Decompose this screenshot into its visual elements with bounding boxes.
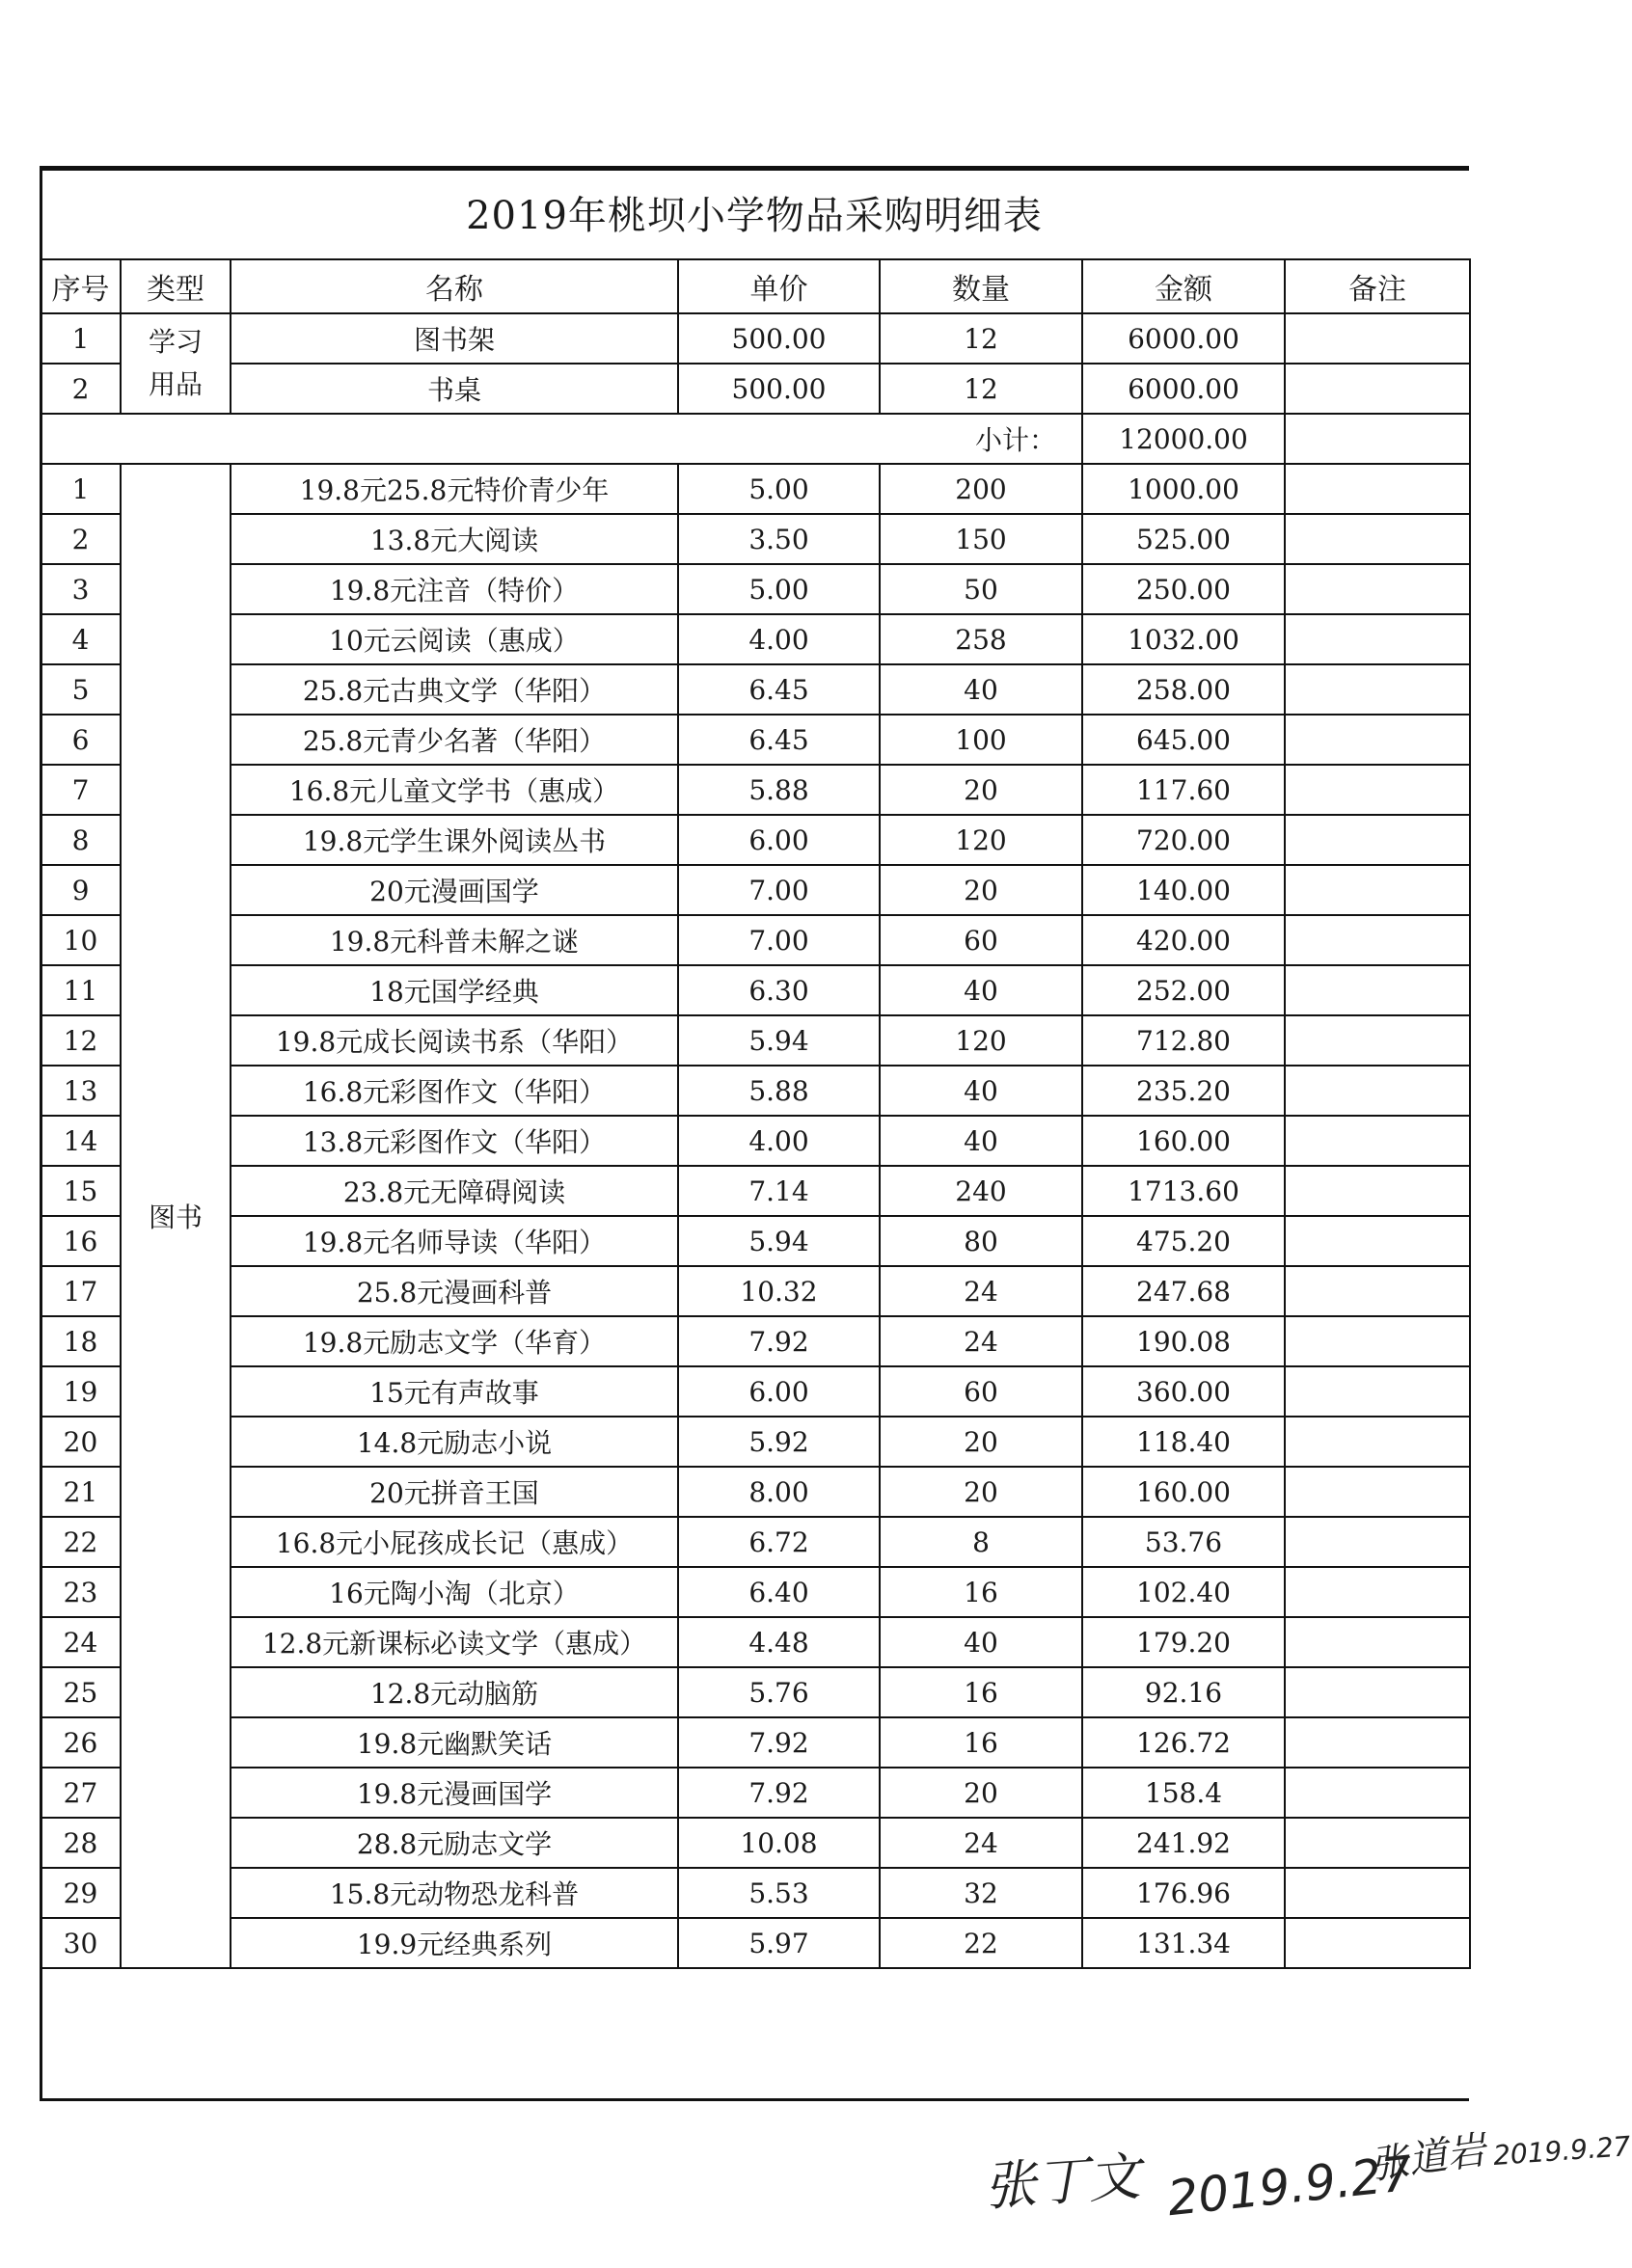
row-name: 20元漫画国学	[231, 865, 678, 915]
table-row	[41, 765, 1470, 815]
row-qty: 120	[880, 815, 1082, 865]
row-name: 19.8元漫画国学	[231, 1768, 678, 1818]
row-amount: 6000.00	[1082, 313, 1285, 364]
row-amount: 525.00	[1082, 514, 1285, 564]
row-name: 25.8元古典文学（华阳）	[231, 664, 678, 715]
row-note	[1285, 815, 1470, 865]
row-price: 7.92	[678, 1768, 880, 1818]
row-amount: 160.00	[1082, 1116, 1285, 1166]
table-row	[41, 514, 1470, 564]
row-name: 19.8元科普未解之谜	[231, 915, 678, 965]
row-name: 19.9元经典系列	[231, 1918, 678, 1968]
row-name: 图书架	[231, 313, 678, 364]
row-name: 28.8元励志文学	[231, 1818, 678, 1868]
table-row	[41, 1417, 1470, 1467]
row-price: 10.08	[678, 1818, 880, 1868]
row-note	[1285, 965, 1470, 1015]
row-qty: 40	[880, 965, 1082, 1015]
row-name: 14.8元励志小说	[231, 1417, 678, 1467]
signature-date-1: 2019.9.27	[1164, 2145, 1415, 2228]
row-note	[1285, 1818, 1470, 1868]
row-amount: 53.76	[1082, 1517, 1285, 1567]
row-qty: 120	[880, 1015, 1082, 1066]
table-row	[41, 865, 1470, 915]
row-note	[1285, 1366, 1470, 1417]
row-price: 6.72	[678, 1517, 880, 1567]
row-qty: 20	[880, 1467, 1082, 1517]
row-name: 19.8元幽默笑话	[231, 1717, 678, 1768]
row-price: 6.30	[678, 965, 880, 1015]
table-row	[41, 1015, 1470, 1066]
subtotal-note	[1285, 414, 1470, 464]
row-note	[1285, 1567, 1470, 1617]
row-name: 12.8元动脑筋	[231, 1667, 678, 1717]
row-name: 23.8元无障碍阅读	[231, 1166, 678, 1216]
row-qty: 20	[880, 1417, 1082, 1467]
row-price: 5.88	[678, 1066, 880, 1116]
row-qty: 16	[880, 1567, 1082, 1617]
table-row	[41, 1116, 1470, 1166]
row-note	[1285, 1166, 1470, 1216]
table-row	[41, 815, 1470, 865]
row-no: 16	[41, 1216, 121, 1266]
row-no: 20	[41, 1417, 121, 1467]
row-price: 5.88	[678, 765, 880, 815]
row-price: 5.00	[678, 464, 880, 514]
row-name: 20元拼音王国	[231, 1467, 678, 1517]
row-no: 7	[41, 765, 121, 815]
row-no: 8	[41, 815, 121, 865]
row-name: 16.8元小屁孩成长记（惠成）	[231, 1517, 678, 1567]
row-price: 4.48	[678, 1617, 880, 1667]
row-qty: 20	[880, 1768, 1082, 1818]
signature-2: 张道岩	[1367, 2127, 1489, 2189]
row-name: 19.8元注音（特价）	[231, 564, 678, 614]
row-qty: 258	[880, 614, 1082, 664]
row-qty: 24	[880, 1316, 1082, 1366]
row-no: 2	[41, 514, 121, 564]
row-qty: 22	[880, 1918, 1082, 1968]
row-qty: 150	[880, 514, 1082, 564]
row-no: 2	[41, 364, 121, 414]
row-price: 4.00	[678, 1116, 880, 1166]
row-price: 5.53	[678, 1868, 880, 1918]
signature-date-2: 2019.9.27	[1492, 2130, 1632, 2172]
row-name: 16.8元儿童文学书（惠成）	[231, 765, 678, 815]
table-row	[41, 1517, 1470, 1567]
table-row	[41, 313, 1470, 364]
row-no: 28	[41, 1818, 121, 1868]
row-qty: 100	[880, 715, 1082, 765]
row-name: 25.8元青少名著（华阳）	[231, 715, 678, 765]
table-row	[41, 915, 1470, 965]
row-amount: 475.20	[1082, 1216, 1285, 1266]
header-price: 单价	[678, 259, 880, 313]
row-amount: 102.40	[1082, 1567, 1285, 1617]
table-row	[41, 1868, 1470, 1918]
row-price: 7.92	[678, 1316, 880, 1366]
row-amount: 712.80	[1082, 1015, 1285, 1066]
row-price: 7.00	[678, 865, 880, 915]
row-name: 19.8元成长阅读书系（华阳）	[231, 1015, 678, 1066]
row-amount: 241.92	[1082, 1818, 1285, 1868]
subtotal-label: 小计：	[41, 414, 1082, 464]
table-row	[41, 464, 1470, 514]
row-price: 6.00	[678, 1366, 880, 1417]
row-amount: 131.34	[1082, 1918, 1285, 1968]
table-row	[41, 1366, 1470, 1417]
row-name: 18元国学经典	[231, 965, 678, 1015]
row-no: 1	[41, 313, 121, 364]
row-amount: 179.20	[1082, 1617, 1285, 1667]
row-note	[1285, 464, 1470, 514]
row-note	[1285, 564, 1470, 614]
row-no: 1	[41, 464, 121, 514]
row-no: 22	[41, 1517, 121, 1567]
row-qty: 50	[880, 564, 1082, 614]
table-row	[41, 715, 1470, 765]
row-name: 15元有声故事	[231, 1366, 678, 1417]
row-note	[1285, 1266, 1470, 1316]
row-no: 29	[41, 1868, 121, 1918]
row-note	[1285, 765, 1470, 815]
row-qty: 12	[880, 364, 1082, 414]
row-no: 23	[41, 1567, 121, 1617]
row-note	[1285, 514, 1470, 564]
row-amount: 1032.00	[1082, 614, 1285, 664]
row-amount: 117.60	[1082, 765, 1285, 815]
row-no: 27	[41, 1768, 121, 1818]
row-price: 5.97	[678, 1918, 880, 1968]
table-row	[41, 1166, 1470, 1216]
row-note	[1285, 715, 1470, 765]
row-amount: 252.00	[1082, 965, 1285, 1015]
row-price: 5.94	[678, 1015, 880, 1066]
row-amount: 420.00	[1082, 915, 1285, 965]
row-amount: 160.00	[1082, 1467, 1285, 1517]
row-no: 18	[41, 1316, 121, 1366]
type-line: 学习	[148, 326, 203, 358]
row-qty: 16	[880, 1717, 1082, 1768]
row-price: 5.92	[678, 1417, 880, 1467]
row-note	[1285, 1717, 1470, 1768]
row-no: 14	[41, 1116, 121, 1166]
row-no: 6	[41, 715, 121, 765]
row-note	[1285, 1918, 1470, 1968]
row-amount: 118.40	[1082, 1417, 1285, 1467]
row-qty: 60	[880, 1366, 1082, 1417]
subtotal-value: 12000.00	[1082, 414, 1285, 464]
row-note	[1285, 1216, 1470, 1266]
row-amount: 235.20	[1082, 1066, 1285, 1116]
row-name: 13.8元大阅读	[231, 514, 678, 564]
row-price: 500.00	[678, 364, 880, 414]
row-note	[1285, 865, 1470, 915]
row-name: 16元陶小淘（北京）	[231, 1567, 678, 1617]
row-no: 9	[41, 865, 121, 915]
subtotal-row	[41, 414, 1470, 464]
row-no: 24	[41, 1617, 121, 1667]
row-note	[1285, 1116, 1470, 1166]
row-amount: 645.00	[1082, 715, 1285, 765]
table-row	[41, 1617, 1470, 1667]
row-price: 5.00	[678, 564, 880, 614]
row-qty: 40	[880, 1617, 1082, 1667]
header-no: 序号	[41, 259, 121, 313]
row-price: 10.32	[678, 1266, 880, 1316]
row-amount: 176.96	[1082, 1868, 1285, 1918]
row-amount: 92.16	[1082, 1667, 1285, 1717]
table-row	[41, 1467, 1470, 1517]
row-qty: 200	[880, 464, 1082, 514]
row-note	[1285, 1617, 1470, 1667]
row-price: 4.00	[678, 614, 880, 664]
table-row	[41, 1266, 1470, 1316]
row-qty: 12	[880, 313, 1082, 364]
row-note	[1285, 1417, 1470, 1467]
row-price: 7.00	[678, 915, 880, 965]
table-row	[41, 1216, 1470, 1266]
row-qty: 40	[880, 1066, 1082, 1116]
row-note	[1285, 1868, 1470, 1918]
row-amount: 1713.60	[1082, 1166, 1285, 1216]
row-type	[121, 313, 231, 414]
row-note	[1285, 1517, 1470, 1567]
row-price: 3.50	[678, 514, 880, 564]
row-amount: 258.00	[1082, 664, 1285, 715]
table-row	[41, 1918, 1470, 1968]
row-amount: 250.00	[1082, 564, 1285, 614]
row-qty: 24	[880, 1818, 1082, 1868]
row-note	[1285, 1316, 1470, 1366]
row-name: 16.8元彩图作文（华阳）	[231, 1066, 678, 1116]
row-no: 10	[41, 915, 121, 965]
table-row	[41, 614, 1470, 664]
header-row	[41, 259, 1470, 313]
row-note	[1285, 1768, 1470, 1818]
row-price: 500.00	[678, 313, 880, 364]
row-amount: 360.00	[1082, 1366, 1285, 1417]
row-note	[1285, 915, 1470, 965]
table-row	[41, 1717, 1470, 1768]
table-row	[41, 1768, 1470, 1818]
row-no: 13	[41, 1066, 121, 1116]
row-no: 5	[41, 664, 121, 715]
row-note	[1285, 1667, 1470, 1717]
table-row	[41, 965, 1470, 1015]
row-qty: 240	[880, 1166, 1082, 1216]
row-qty: 40	[880, 664, 1082, 715]
row-note	[1285, 1066, 1470, 1116]
row-no: 15	[41, 1166, 121, 1216]
row-qty: 32	[880, 1868, 1082, 1918]
row-name: 19.8元名师导读（华阳）	[231, 1216, 678, 1266]
table-row	[41, 564, 1470, 614]
row-note	[1285, 664, 1470, 715]
row-name: 19.8元25.8元特价青少年	[231, 464, 678, 514]
header-note: 备注	[1285, 259, 1470, 313]
row-name: 10元云阅读（惠成）	[231, 614, 678, 664]
row-name: 13.8元彩图作文（华阳）	[231, 1116, 678, 1166]
table-row	[41, 1667, 1470, 1717]
row-name: 19.8元励志文学（华育）	[231, 1316, 678, 1366]
row-amount: 140.00	[1082, 865, 1285, 915]
row-price: 5.76	[678, 1667, 880, 1717]
row-no: 11	[41, 965, 121, 1015]
row-note	[1285, 364, 1470, 414]
header-name: 名称	[231, 259, 678, 313]
row-note	[1285, 1015, 1470, 1066]
row-price: 7.92	[678, 1717, 880, 1768]
row-qty: 80	[880, 1216, 1082, 1266]
table-row	[41, 364, 1470, 414]
table-row	[41, 1066, 1470, 1116]
table-row	[41, 664, 1470, 715]
procurement-table	[40, 258, 1471, 1969]
row-name: 书桌	[231, 364, 678, 414]
signature-1: 张丁文	[982, 2146, 1143, 2218]
row-price: 6.45	[678, 715, 880, 765]
row-name: 25.8元漫画科普	[231, 1266, 678, 1316]
row-amount: 126.72	[1082, 1717, 1285, 1768]
row-price: 7.14	[678, 1166, 880, 1216]
signature-area	[965, 2121, 1632, 2237]
page-title: 2019年桃坝小学物品采购明细表	[466, 193, 1043, 238]
table-row	[41, 1818, 1470, 1868]
row-amount: 720.00	[1082, 815, 1285, 865]
row-price: 6.40	[678, 1567, 880, 1617]
row-price: 6.00	[678, 815, 880, 865]
row-note	[1285, 313, 1470, 364]
row-amount: 158.4	[1082, 1768, 1285, 1818]
type-line: 用品	[148, 368, 203, 400]
row-no: 21	[41, 1467, 121, 1517]
row-no: 12	[41, 1015, 121, 1066]
row-qty: 8	[880, 1517, 1082, 1567]
row-note	[1285, 1467, 1470, 1517]
row-qty: 24	[880, 1266, 1082, 1316]
row-price: 5.94	[678, 1216, 880, 1266]
row-no: 30	[41, 1918, 121, 1968]
row-qty: 16	[880, 1667, 1082, 1717]
header-amount: 金额	[1082, 259, 1285, 313]
row-qty: 40	[880, 1116, 1082, 1166]
table-row	[41, 1567, 1470, 1617]
table-row	[41, 1316, 1470, 1366]
row-amount: 6000.00	[1082, 364, 1285, 414]
row-no: 3	[41, 564, 121, 614]
row-no: 4	[41, 614, 121, 664]
row-no: 19	[41, 1366, 121, 1417]
header-type: 类型	[121, 259, 231, 313]
row-name: 15.8元动物恐龙科普	[231, 1868, 678, 1918]
row-no: 17	[41, 1266, 121, 1316]
row-no: 25	[41, 1667, 121, 1717]
row-qty: 20	[880, 865, 1082, 915]
row-qty: 60	[880, 915, 1082, 965]
row-no: 26	[41, 1717, 121, 1768]
row-type: 图书	[121, 464, 231, 1968]
row-price: 6.45	[678, 664, 880, 715]
row-name: 12.8元新课标必读文学（惠成）	[231, 1617, 678, 1667]
row-amount: 1000.00	[1082, 464, 1285, 514]
row-price: 8.00	[678, 1467, 880, 1517]
row-amount: 247.68	[1082, 1266, 1285, 1316]
header-qty: 数量	[880, 259, 1082, 313]
row-name: 19.8元学生课外阅读丛书	[231, 815, 678, 865]
row-amount: 190.08	[1082, 1316, 1285, 1366]
row-qty: 20	[880, 765, 1082, 815]
row-note	[1285, 614, 1470, 664]
